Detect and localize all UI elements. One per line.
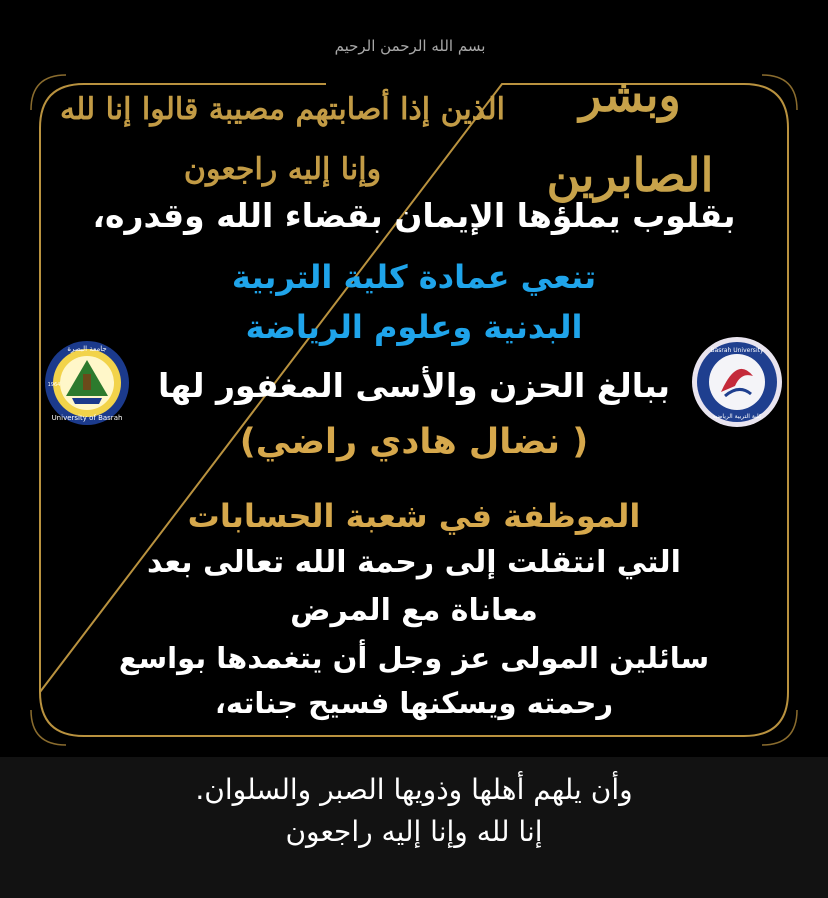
footer-line-2: إنا لله وإنا إليه راجعون [285, 815, 543, 848]
intro-line: بقلوب يملؤها الإيمان بقضاء الله وقدره، [92, 196, 736, 235]
verse-calligraphy-small: الذين إذا أصابتهم مصيبة قالوا إنا لله وإنا إليه راجعون [60, 92, 505, 187]
prayer-line-1: سائلين المولى عز وجل أن يتغمدها بواسع [118, 641, 710, 675]
logo-left-year: 1964 [47, 382, 61, 388]
announcer-line-2: البدنية وعلوم الرياضة [245, 308, 583, 346]
grief-line: ببالغ الحزن والأسى المغفور لها [157, 366, 670, 405]
footer-line-1: وأن يلهم أهلها وذويها الصبر والسلوان. [195, 773, 633, 806]
deceased-position: الموظفة في شعبة الحسابات [187, 497, 641, 535]
deceased-name: ( نضال هادي راضي) [239, 422, 589, 462]
logo-right-arabic: كلية التربية الرياضية [712, 413, 762, 420]
passing-line-2: معاناة مع المرض [290, 593, 538, 628]
logo-left-text: University of Basrah [51, 414, 123, 422]
verse-calligraphy-large: وبشر الصابرين [546, 68, 714, 202]
announcer-line-1: تنعي عمادة كلية التربية [231, 258, 597, 296]
passing-line-1: التي انتقلت إلى رحمة الله تعالى بعد [147, 545, 681, 580]
logo-left-arabic: جامعة البصرة [67, 345, 107, 353]
basmala: بسم الله الرحمن الرحيم [334, 37, 486, 55]
prayer-line-2: رحمته ويسكنها فسيح جناته، [214, 686, 614, 720]
logo-right-text: Basrah University [710, 347, 764, 354]
